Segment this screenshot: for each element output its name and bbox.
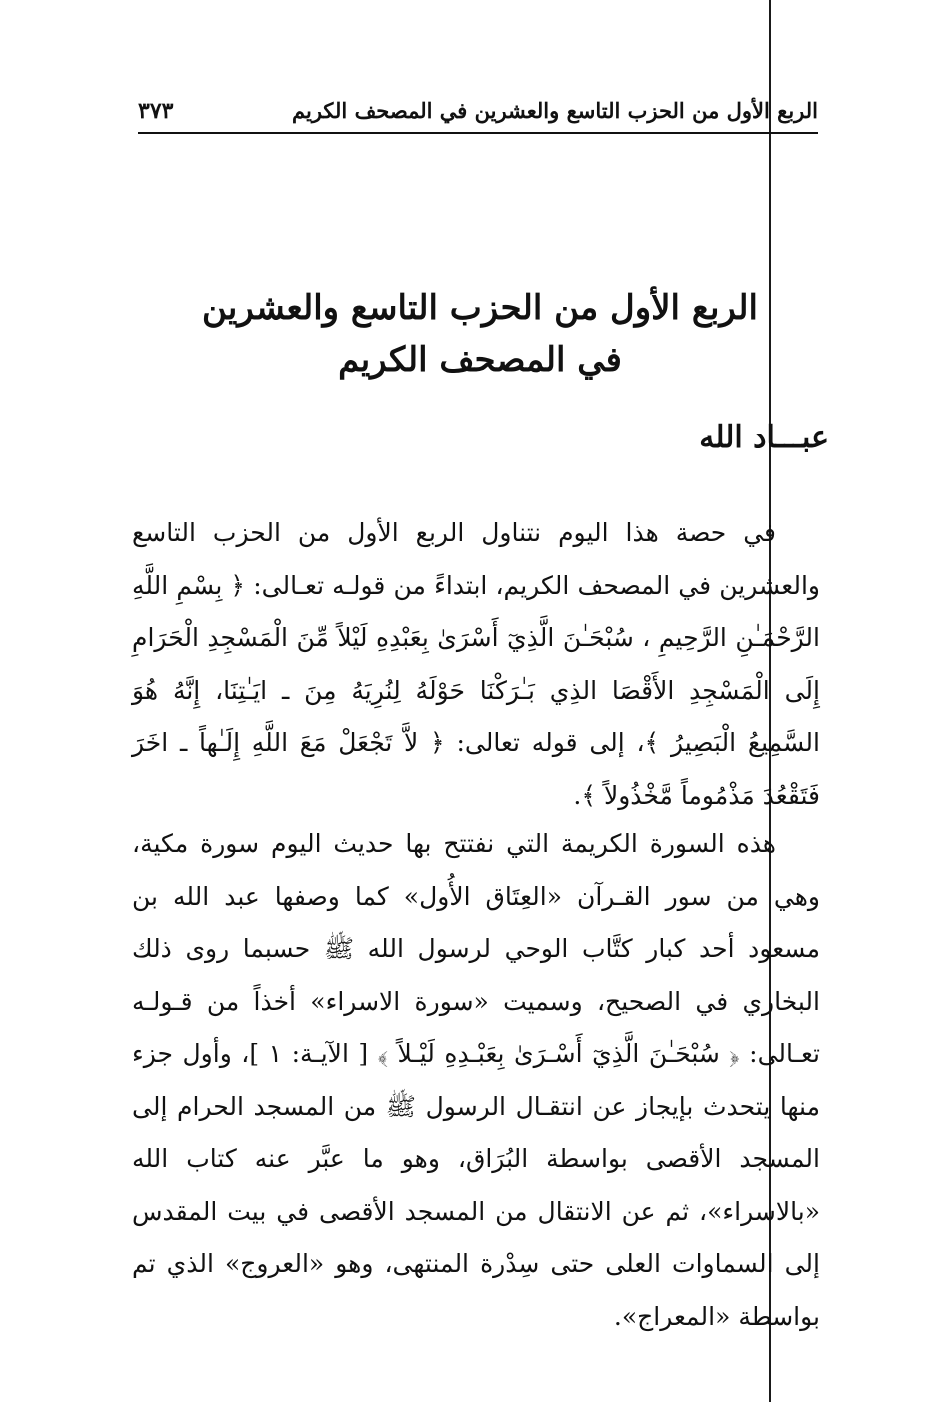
chapter-title-line-1: الربع الأول من الحزب التاسع والعشرين: [202, 288, 758, 328]
header-rule: [138, 132, 818, 134]
section-address: عبـــاد الله: [699, 420, 829, 455]
chapter-title-line-2: في المصحف الكريم: [338, 340, 622, 380]
page-header: [138, 98, 818, 132]
page-number: ٣٧٣: [138, 98, 174, 124]
paragraph-1: في حصة هذا اليوم نتناول الربع الأول من الحزب التاسع والعشرين في المصحف الكريم، ابتداءً من قولـه تعـالى: ﴿ بِسْمِ اللَّهِ الرَّحْمَـٰنِ الرَّحِيمِ ، سُبْحَـٰنَ الَّذِيٓ أَسْرَىٰ بِعَبْدِهِ لَيْلاً مِّنَ الْمَسْجِدِ الْحَرَامِ إِلَى الْمَسْجِدِ الأَقْصَا الذِي بَـٰرَكْنَا حَوْلَهُ لِنُرِيَهُ مِنَ ـ ايَـٰتِنَا، إِنَّهُ هُوَ السَّمِيعُ الْبَصِيرُ ﴾، إلى قوله تعالى: ﴿ لاَّ تَجْعَلْ مَعَ اللَّهِ إِلَـٰهاً ـ اخَرَ فَتَقْعُدَ مَذْمُوماً مَّخْذُولاً ﴾.: [132, 518, 820, 810]
paragraph-2: هذه السورة الكريمة التي نفتتح بها حديث اليوم سورة مكية، وهي من سور القـرآن «العِتَاق الأُول» كما وصفها عبد الله بن مسعود أحد كبار كتَّاب الوحي لرسول الله ﷺ حسبما روى ذلك البخاري في الصحيح، وسميت «سورة الاسراء» أخذاً من قـولـه تعـالى: ﴿ سُبْحَـٰنَ الَّذِيٓ أَسْـرَىٰ بِعَبْـدِهِ لَيْـلاً ﴾ [ الآيـة: ١ ]، وأول جزء منها يتحدث بإيجاز عن انتقـال الرسول ﷺ من المسجد الحرام إلى المسجد الأقصى بواسطة البُرَاق، وهو ما عبَّر عنه كتاب الله «بالاسراء»، ثم عن الانتقال من المسجد الأقصى في بيت المقدس إلى السماوات العلى حتى سِدْرة المنتهى، وهو «العروج» الذي تم بواسطة «المعراج».: [132, 829, 820, 1331]
chapter-title: [150, 282, 810, 386]
running-title: الربع الأول من الحزب التاسع والعشرين في المصحف الكريم: [292, 98, 818, 123]
